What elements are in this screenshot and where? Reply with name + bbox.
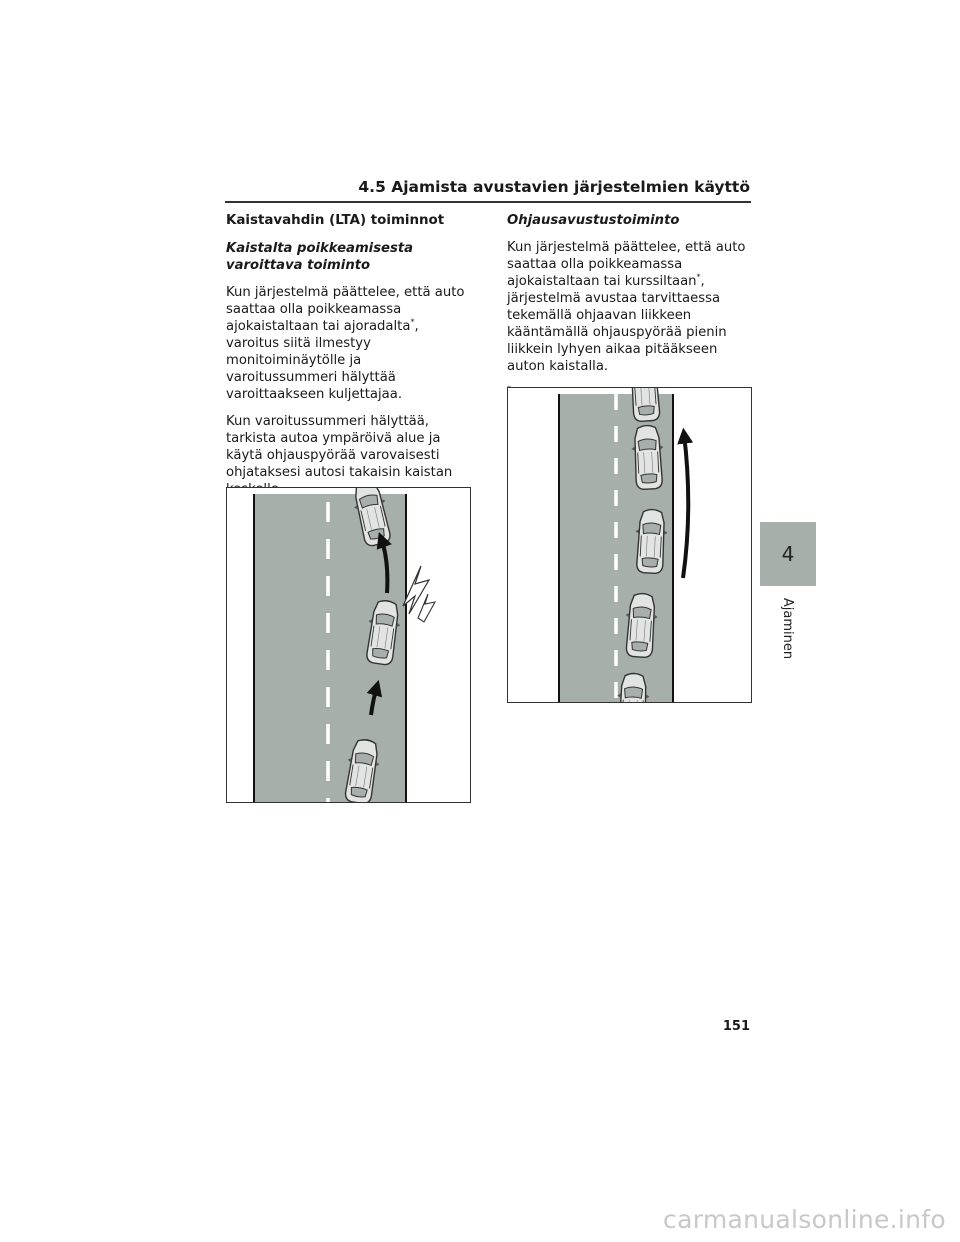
watermark: carmanualsonline.info — [663, 1205, 946, 1234]
section-title: 4.5 Ajamista avustavien järjestelmien käyttö — [358, 178, 750, 196]
chapter-label — [760, 588, 816, 668]
header-rule — [225, 201, 751, 203]
steering-assist-illustration — [507, 387, 752, 703]
buzzer-paragraph: Kun varoitussummeri hälyttää, tarkista autoa ympäröivä alue ja käytä ohjauspyörää varovaisesti ohjataksesi autosi takaisin kaistan — [226, 414, 453, 480]
chapter-label-text: Ajaminen — [780, 597, 796, 659]
steering-assist-paragraph: Kun järjestelmä päättelee, että auto saattaa olla poikkeamassa ajokaistaltaan tai kurssiltaan*, järjestelmä avustaa tarvittaessa tekemällä ohjaavan liikkeen kääntämällä ohjauspyörää pienin liikkein lyhyen aikaa pitääkseen auton kaistalla. — [507, 240, 746, 374]
lta-heading: Kaistavahdin (LTA) toiminnot — [226, 213, 445, 228]
lane-departure-illustration — [226, 487, 471, 803]
page-number: 151 — [722, 1019, 750, 1034]
chapter-tab — [760, 522, 816, 586]
chapter-number: 4 — [781, 542, 795, 566]
lane-departure-heading: Kaistalta poikkeamisesta varoittava toiminto — [226, 241, 414, 273]
steering-assist-heading: Ohjausavustustoiminto — [507, 213, 680, 228]
lane-departure-paragraph: Kun järjestelmä päättelee, että auto saattaa olla poikkeamassa ajokaistaltaan tai ajoradalta*, varoitus siitä ilmestyy monitoiminäytölle ja varoitussummeri hälyttää varoittaakseen kuljettajaa. — [226, 285, 465, 402]
